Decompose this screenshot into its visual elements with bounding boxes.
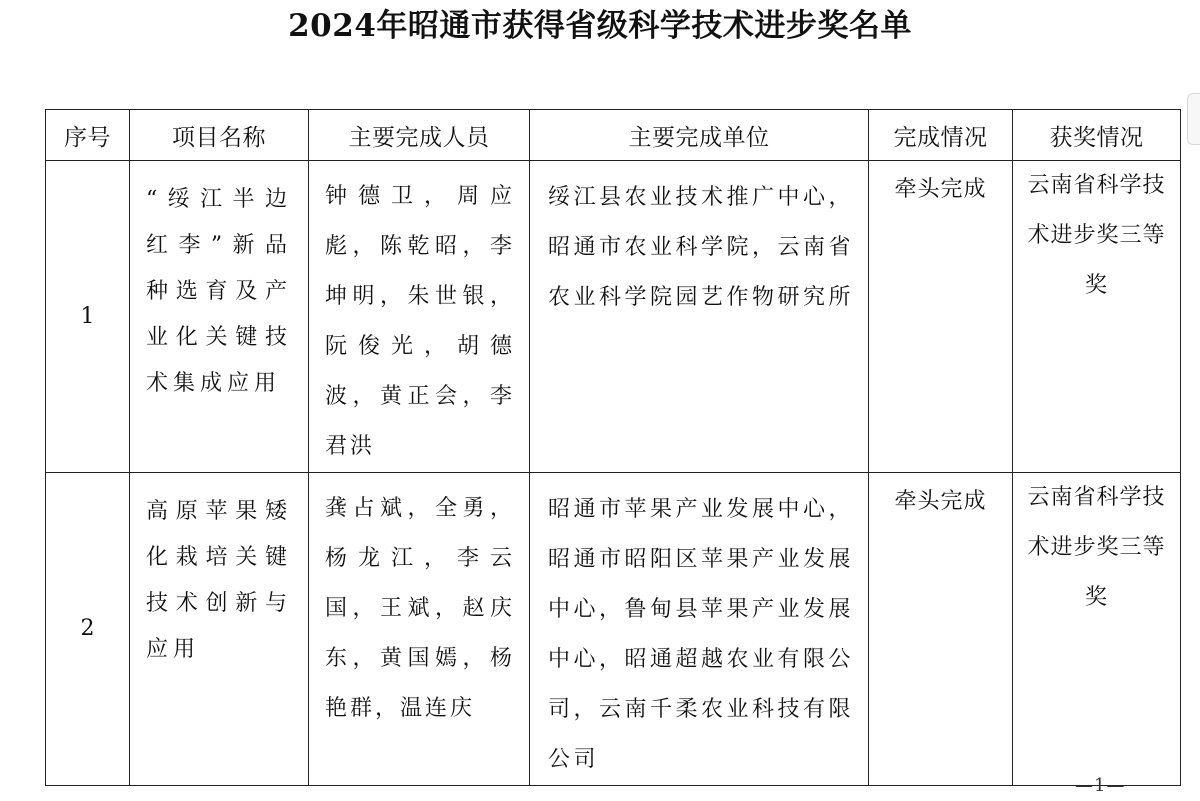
row-status: 牵头完成 (894, 489, 987, 514)
row-people-cell (309, 161, 530, 473)
header-status: 完成情况 (869, 110, 1013, 161)
row-units-cell (530, 161, 869, 473)
side-panel-handle[interactable] (1187, 93, 1200, 145)
row-units-cell (530, 473, 869, 786)
award-table-container (45, 109, 1180, 786)
row-people-cell (309, 473, 530, 786)
table-row (46, 161, 1181, 473)
table-row (46, 473, 1181, 786)
row-units: 绥江县农业技术推广中心，昭通市农业科学院，云南省农业科学院园艺作物研究所 (548, 185, 855, 310)
row-award: 云南省科学技术进步奖三等奖 (1027, 485, 1166, 610)
row-seq: 1 (46, 161, 130, 473)
page-number: —1— (1075, 775, 1126, 796)
header-seq: 序号 (46, 110, 130, 161)
row-status: 牵头完成 (894, 177, 987, 202)
row-award-cell (1013, 161, 1181, 473)
row-people: 钟德卫，周应彪，陈乾昭，李坤明，朱世银，阮俊光，胡德波，黄正会，李君洪 (325, 184, 515, 459)
header-units: 主要完成单位 (530, 110, 869, 161)
row-award-cell (1013, 473, 1181, 786)
row-project: “绥江半边红李”新品种选育及产业化关键技术集成应用 (146, 187, 292, 396)
row-project: 高原苹果矮化栽培关键技术创新与应用 (146, 499, 292, 662)
award-table (45, 109, 1181, 786)
row-project-cell (130, 161, 309, 473)
row-award: 云南省科学技术进步奖三等奖 (1027, 173, 1166, 298)
page-title: 2024年昭通市获得省级科学技术进步奖名单 (288, 8, 912, 44)
row-seq: 2 (46, 473, 130, 786)
row-people: 龚占斌，全勇，杨龙江，李云国，王斌，赵庆东，黄国嫣，杨艳群，温连庆 (325, 496, 515, 721)
row-project-cell (130, 473, 309, 786)
row-status-cell (869, 473, 1013, 786)
header-award: 获奖情况 (1013, 110, 1181, 161)
row-status-cell (869, 161, 1013, 473)
header-people: 主要完成人员 (309, 110, 530, 161)
row-units: 昭通市苹果产业发展中心，昭通市昭阳区苹果产业发展中心，鲁甸县苹果产业发展中心，昭通超越农业有限公司，云南千柔农业科技有限公司 (548, 497, 855, 772)
header-project: 项目名称 (130, 110, 309, 161)
table-header-row (46, 110, 1181, 161)
